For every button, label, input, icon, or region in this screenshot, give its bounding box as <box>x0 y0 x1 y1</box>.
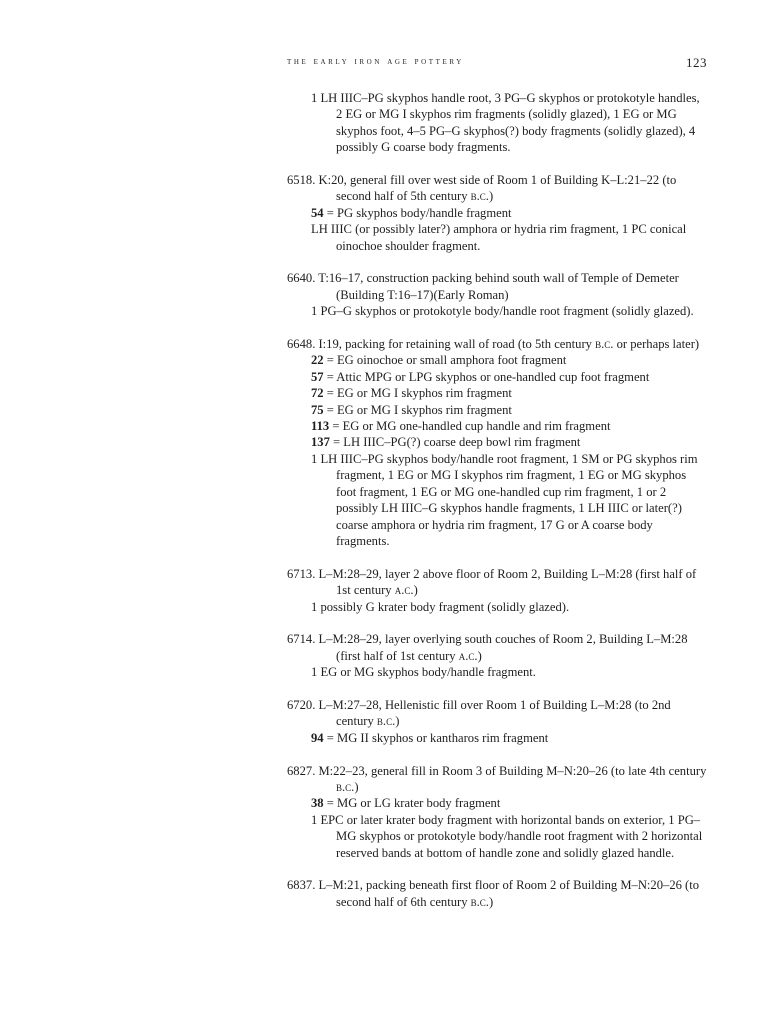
deposit-heading <box>287 172 709 205</box>
deposit-heading <box>287 270 709 303</box>
deposit-entry <box>287 270 709 319</box>
item-text: = LH IIIC–PG(?) coarse deep bowl rim fragment <box>329 435 581 450</box>
item-text: = EG oinochoe or small amphora foot fragment <box>323 353 567 368</box>
era-label: b.c. <box>376 714 396 729</box>
pottery-item <box>287 385 709 401</box>
item-text: 1 EG or MG skyphos body/handle fragment. <box>311 665 536 680</box>
pottery-item <box>287 434 709 450</box>
deposit-heading-text: 6648. I:19, packing for retaining wall of road (to 5th century <box>287 337 596 352</box>
pottery-item <box>287 730 709 746</box>
era-label: b.c. <box>470 894 489 909</box>
deposit-entry <box>287 763 709 861</box>
pottery-item <box>287 352 709 368</box>
pottery-item <box>287 599 709 615</box>
era-label: b.c. <box>595 337 614 352</box>
deposit-heading <box>287 877 709 910</box>
item-text: 1 EPC or later krater body fragment with horizontal bands on exterior, 1 PG–MG skyphos or protokotyle body/handle root fragment with 2 horizontal reserved bands at bottom of handle zone and solidly glazed handle. <box>311 812 703 860</box>
item-text: = EG or MG I skyphos rim fragment <box>323 386 512 401</box>
deposit-heading-text: 6720. L–M:27–28, Hellenistic fill over Room 1 of Building L–M:28 (to 2nd century <box>287 697 671 729</box>
item-text: = EG or MG I skyphos rim fragment <box>323 402 512 417</box>
entries-container <box>287 172 709 910</box>
item-text: = MG II skyphos or kantharos rim fragment <box>323 730 549 745</box>
era-label: a.c. <box>394 583 414 598</box>
catalogue-number: 113 <box>311 419 330 434</box>
deposit-heading-tail: ) <box>395 714 400 729</box>
deposit-entry <box>287 631 709 680</box>
catalogue-number: 38 <box>311 796 324 811</box>
item-text: = PG skyphos body/handle fragment <box>323 205 512 220</box>
deposit-heading-tail: ) <box>413 583 418 598</box>
era-label: b.c. <box>470 189 489 204</box>
pottery-item <box>287 418 709 434</box>
item-text: = Attic MPG or LPG skyphos or one-handled cup foot fragment <box>323 369 650 384</box>
page-number: 123 <box>686 55 707 70</box>
catalogue-number: 57 <box>311 369 324 384</box>
item-text: 1 LH IIIC–PG skyphos body/handle root fragment, 1 SM or PG skyphos rim fragment, 1 EG or MG I skyphos rim fragment, 1 EG or MG skyphos foot fragment, 1 EG or MG one-handled cup rim fragment, 1 or 2 possibly LH IIIC–G skyphos handle fragments, 1 LH IIIC or later(?) coarse amphora or hydria rim fragment, 17 G or A coarse body fragments. <box>311 451 698 548</box>
deposit-heading <box>287 763 709 796</box>
deposit-entry <box>287 566 709 615</box>
pottery-item <box>287 451 709 549</box>
deposit-heading-tail: ) <box>488 894 494 909</box>
deposit-heading-text: 6827. M:22–23, general fill in Room 3 of Building M–N:20–26 (to late 4th century <box>287 763 707 778</box>
pottery-item <box>287 402 709 418</box>
pottery-item <box>287 795 709 811</box>
deposit-heading-text: 6713. L–M:28–29, layer 2 above floor of Room 2, Building L–M:28 (first half of 1st century <box>287 566 697 598</box>
deposit-heading-tail: ) <box>477 648 482 663</box>
catalogue-number: 54 <box>311 205 324 220</box>
pottery-item <box>287 221 709 254</box>
pottery-item <box>287 664 709 680</box>
deposit-heading <box>287 631 709 664</box>
deposit-heading-text: 6714. L–M:28–29, layer overlying south couches of Room 2, Building L–M:28 (first half of 1st century <box>287 632 688 663</box>
pottery-item <box>287 205 709 221</box>
item-text: = MG or LG krater body fragment <box>323 796 501 811</box>
pottery-item <box>287 369 709 385</box>
deposit-entry <box>287 172 709 254</box>
catalogue-number: 137 <box>311 435 330 450</box>
deposit-heading <box>287 336 709 352</box>
deposit-entry <box>287 877 709 910</box>
deposit-heading-text: 6518. K:20, general fill over west side of Room 1 of Building K–L:21–22 (to second half of 5th century <box>287 173 677 204</box>
running-head <box>287 56 707 72</box>
pottery-item <box>287 812 709 861</box>
catalogue-number: 72 <box>311 386 324 401</box>
era-label: a.c. <box>458 648 478 663</box>
era-label: b.c. <box>336 779 355 794</box>
catalogue-number: 22 <box>311 353 324 368</box>
deposit-entry <box>287 697 709 746</box>
pottery-item <box>287 303 709 319</box>
catalogue-number: 94 <box>311 730 324 745</box>
catalogue-number: 75 <box>311 402 324 417</box>
deposit-heading <box>287 566 709 599</box>
running-title: the early iron age pottery <box>287 56 464 67</box>
continued-item <box>287 90 709 156</box>
deposit-heading-tail: or perhaps later) <box>613 337 700 352</box>
deposit-heading-text: 6640. T:16–17, construction packing behind south wall of Temple of Demeter (Building T:16–17)(Early Roman) <box>287 271 679 302</box>
item-text: LH IIIC (or possibly later?) amphora or hydria rim fragment, 1 PC conical oinochoe shoulder fragment. <box>311 222 687 253</box>
deposit-list <box>287 90 709 927</box>
item-text: 1 PG–G skyphos or protokotyle body/handle root fragment (solidly glazed). <box>311 304 694 319</box>
deposit-entry <box>287 336 709 549</box>
deposit-heading-text: 6837. L–M:21, packing beneath first floor of Room 2 of Building M–N:20–26 (to second half of 6th century <box>287 878 700 909</box>
deposit-heading <box>287 697 709 730</box>
item-text: = EG or MG one-handled cup handle and rim fragment <box>329 419 611 434</box>
item-text: 1 LH IIIC–PG skyphos handle root, 3 PG–G skyphos or protokotyle handles, 2 EG or MG I skyphos rim fragments (solidly glazed), 1 EG or MG skyphos foot, 4–5 PG–G skyphos(?) body fragments (solidly glazed), 4 possibly G coarse body fragments. <box>311 91 700 155</box>
deposit-heading-tail: ) <box>488 189 494 204</box>
item-text: 1 possibly G krater body fragment (solidly glazed). <box>311 599 570 614</box>
deposit-heading-tail: ) <box>354 779 359 794</box>
